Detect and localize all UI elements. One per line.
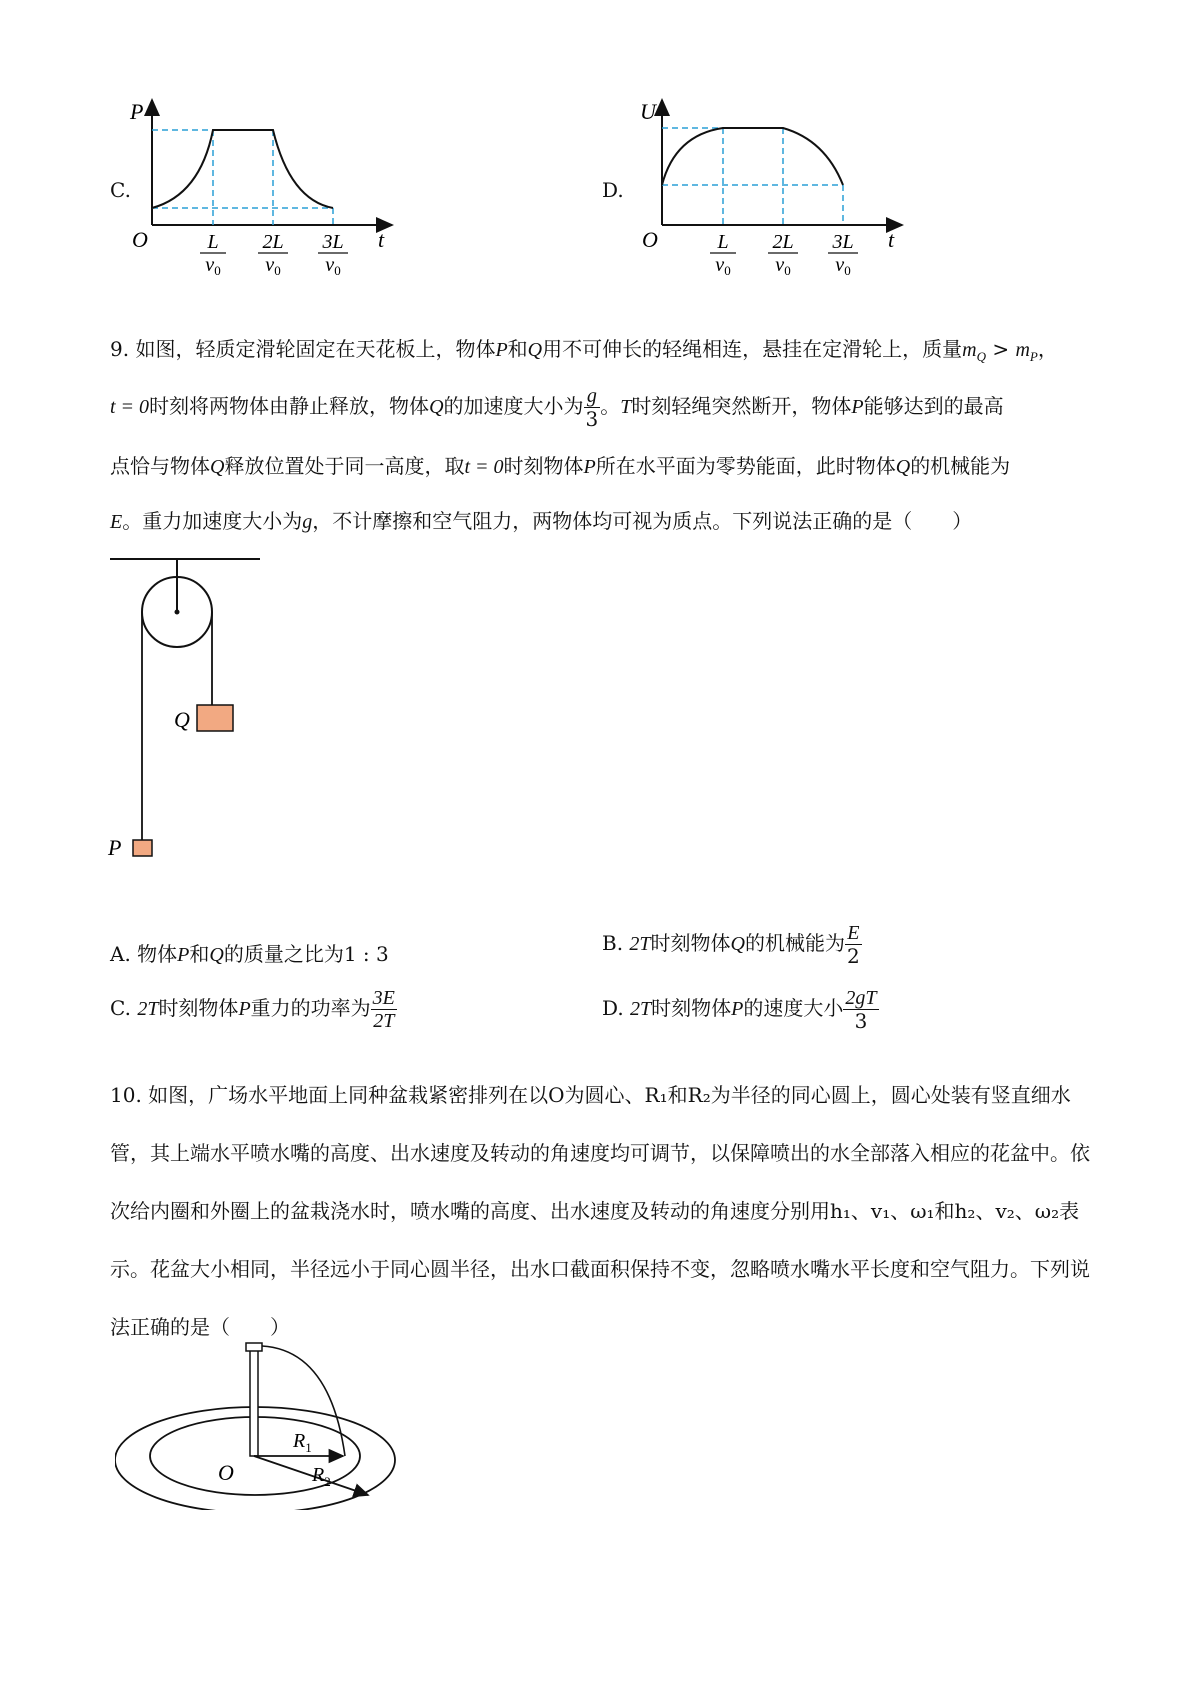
graph-d-curve — [662, 128, 843, 185]
svg-text:2L: 2L — [262, 231, 284, 253]
svg-text:3L: 3L — [832, 231, 854, 253]
option-d-fraction: $\frac{2gT}{3}$ — [845, 987, 877, 1033]
graph-c-origin: O — [132, 227, 148, 252]
svg-text:v0: $v_0$ — [265, 254, 281, 278]
q9-line-4: E。重力加速度大小为g，不计摩擦和空气阻力，两物体均可视为质点。下列说法正确的是（ ） — [110, 509, 973, 533]
q10-text: 10. 如图，广场水平地面上同种盆栽紧密排列在以O为圆心、R₁和R₂为半径的同心圆上，圆心处装有竖直细水管，其上端水平喷水嘴的高度、出水速度及转动的角速度均可调节，以保障喷出的水全部落入相应的花盆中。依次给内圈和外圈上的盆栽浇水时，喷水嘴的高度、出水速度及转动的角速度分别用h₁、v₁、ω₁和h₂、v₂、ω₂表示。花盆大小相同，半径远小于同心圆半径，出水口截面积保持不变，忽略喷水嘴水平长度和空气阻力。下列说法正确的是（ ） — [110, 1083, 1090, 1339]
option-a: A. 物体P和Q的质量之比为1 : 3 — [110, 942, 389, 966]
option-d-label: D. — [602, 178, 624, 202]
water-pipe — [250, 1348, 258, 1456]
option-d: D. 2T时刻物体P的速度大小 $\frac{2gT}{3}$ — [602, 987, 877, 1033]
graph-d-tick-1 — [710, 231, 736, 278]
q9-accel-fraction: $\frac{g}{3}$ — [585, 385, 599, 431]
q9-line-3: 点恰与物体Q释放位置处于同一高度，取t = 0时刻物体P所在水平面为零势能面，此时物体Q的机械能为 — [110, 454, 1011, 478]
q9-line-1: 9. 如图，轻质定滑轮固定在天花板上，物体P和Q用不可伸长的轻绳相连，悬挂在定滑轮上，质量$m_Q > m_P$， — [110, 337, 1058, 364]
block-p — [133, 840, 152, 856]
label-o: O — [218, 1460, 234, 1485]
label-p: P — [108, 835, 122, 860]
block-q — [197, 705, 233, 731]
graph-d-tick-3 — [828, 231, 858, 278]
svg-text:v0: $v_0$ — [205, 254, 221, 278]
option-c: C. 2T时刻物体P重力的功率为 $\frac{3E}{2T}$ — [110, 987, 395, 1032]
graph-c-y-label: P — [130, 99, 144, 124]
fountain-figure — [115, 1340, 415, 1510]
svg-text:v0: $v_0$ — [835, 254, 851, 278]
svg-text:2L: 2L — [772, 231, 794, 253]
label-q: Q — [174, 707, 190, 732]
svg-text:L: L — [207, 231, 219, 253]
graph-c-x-label: t — [378, 227, 385, 252]
svg-text:v0: $v_0$ — [775, 254, 791, 278]
graph-d-x-label: t — [888, 227, 895, 252]
svg-text:L: L — [717, 231, 729, 253]
option-c-fraction: $\frac{3E}{2T}$ — [372, 987, 395, 1032]
graph-c-tick-2 — [258, 231, 288, 278]
graph-d — [630, 95, 930, 285]
pulley-figure — [100, 545, 280, 865]
option-b: B. 2T时刻物体Q的机械能为 $\frac{E}{2}$ — [602, 922, 860, 968]
nozzle — [246, 1343, 262, 1351]
graph-c — [120, 95, 420, 285]
option-b-fraction: $\frac{E}{2}$ — [847, 922, 860, 968]
svg-text:3L: 3L — [322, 231, 344, 253]
graph-d-tick-2 — [768, 231, 798, 278]
graph-c-tick-1 — [200, 231, 226, 278]
svg-text:v0: $v_0$ — [715, 254, 731, 278]
graph-c-tick-3 — [318, 231, 348, 278]
graph-d-y-label: U — [640, 99, 656, 124]
graph-d-origin: O — [642, 227, 658, 252]
svg-text:v0: $v_0$ — [325, 254, 341, 278]
label-r2: $R_2$ — [312, 1464, 331, 1489]
option-c-label: C. — [110, 178, 131, 202]
graph-c-curve — [152, 130, 333, 208]
q9-line-2: t = 0时刻将两物体由静止释放，物体Q的加速度大小为 $\frac{g}{3}$ 。T时刻轻绳突然断开，物体P能够达到的最高 — [110, 385, 1004, 431]
label-r1: $R_1$ — [293, 1430, 312, 1455]
